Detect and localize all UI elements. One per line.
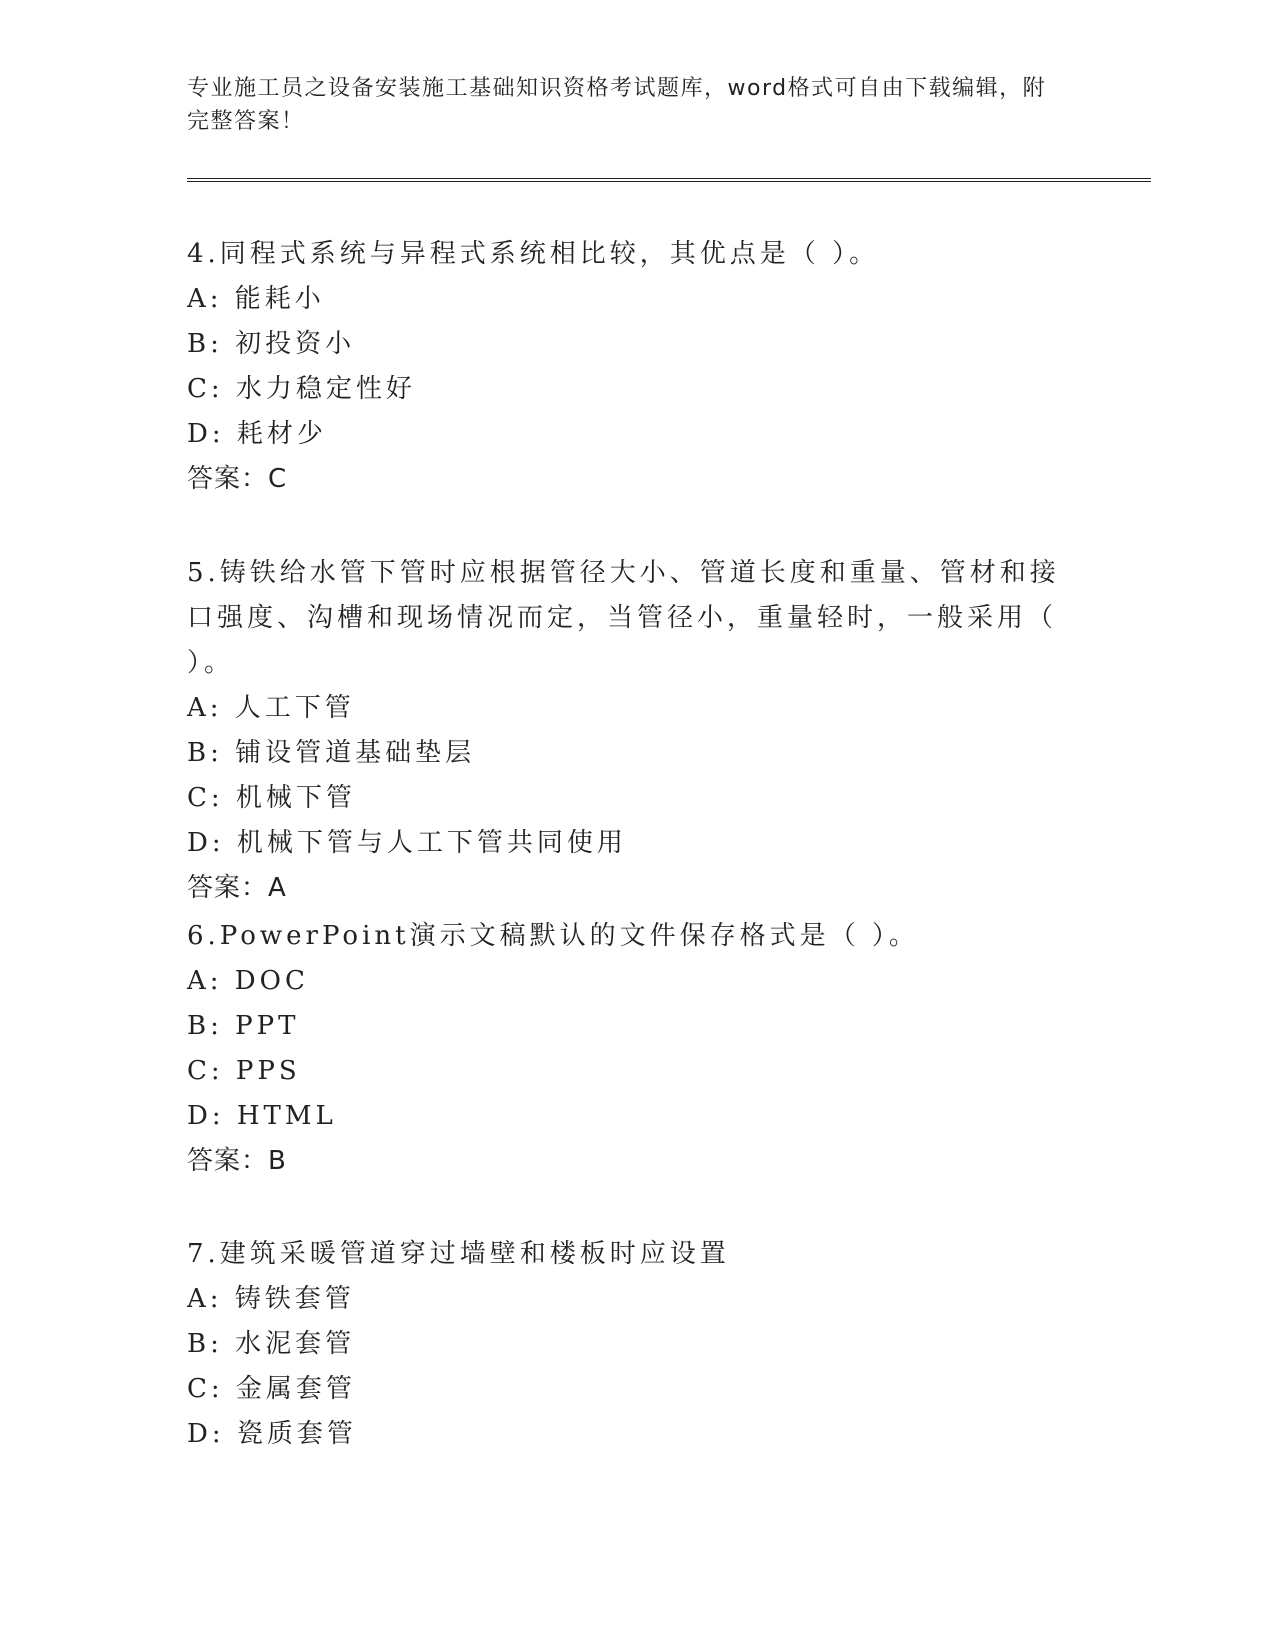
answer-label: 答案：B xyxy=(187,1146,287,1176)
option-b: B: PPT xyxy=(187,1011,300,1041)
option-d: D: 耗材少 xyxy=(187,419,327,449)
option-a: A: 能耗小 xyxy=(187,284,325,314)
question-6 xyxy=(187,914,1087,1184)
answer-label: 答案：A xyxy=(187,873,287,903)
option-d: D: 瓷质套管 xyxy=(187,1419,357,1449)
option-a: A: 铸铁套管 xyxy=(187,1284,355,1314)
answer-label: 答案：C xyxy=(187,464,288,494)
document-header: 专业施工员之设备安装施工基础知识资格考试题库，word格式可自由下载编辑，附完整答案！ xyxy=(187,76,1047,134)
option-c: C: 金属套管 xyxy=(187,1374,356,1404)
question-stem: 6.PowerPoint演示文稿默认的文件保存格式是（ ）。 xyxy=(187,921,919,951)
question-stem: 5.铸铁给水管下管时应根据管径大小、管道长度和重量、管材和接口强度、沟槽和现场情况而定，当管径小，重量轻时，一般采用（ ）。 xyxy=(187,558,1060,678)
question-stem: 4.同程式系统与异程式系统相比较，其优点是（ ）。 xyxy=(187,239,880,269)
option-b: B: 铺设管道基础垫层 xyxy=(187,738,476,768)
option-d: D: 机械下管与人工下管共同使用 xyxy=(187,828,627,858)
option-a: A: 人工下管 xyxy=(187,693,355,723)
option-b: B: 初投资小 xyxy=(187,329,356,359)
option-c: C: 机械下管 xyxy=(187,783,356,813)
option-c: C: PPS xyxy=(187,1056,301,1086)
question-stem: 7.建筑采暖管道穿过墙壁和楼板时应设置 xyxy=(187,1239,730,1269)
option-a: A: DOC xyxy=(187,966,309,996)
question-7 xyxy=(187,1232,1087,1457)
question-4 xyxy=(187,232,1087,502)
option-d: D: HTML xyxy=(187,1101,337,1131)
header-divider xyxy=(187,178,1151,182)
option-b: B: 水泥套管 xyxy=(187,1329,356,1359)
option-c: C: 水力稳定性好 xyxy=(187,374,416,404)
question-5 xyxy=(187,551,1087,911)
